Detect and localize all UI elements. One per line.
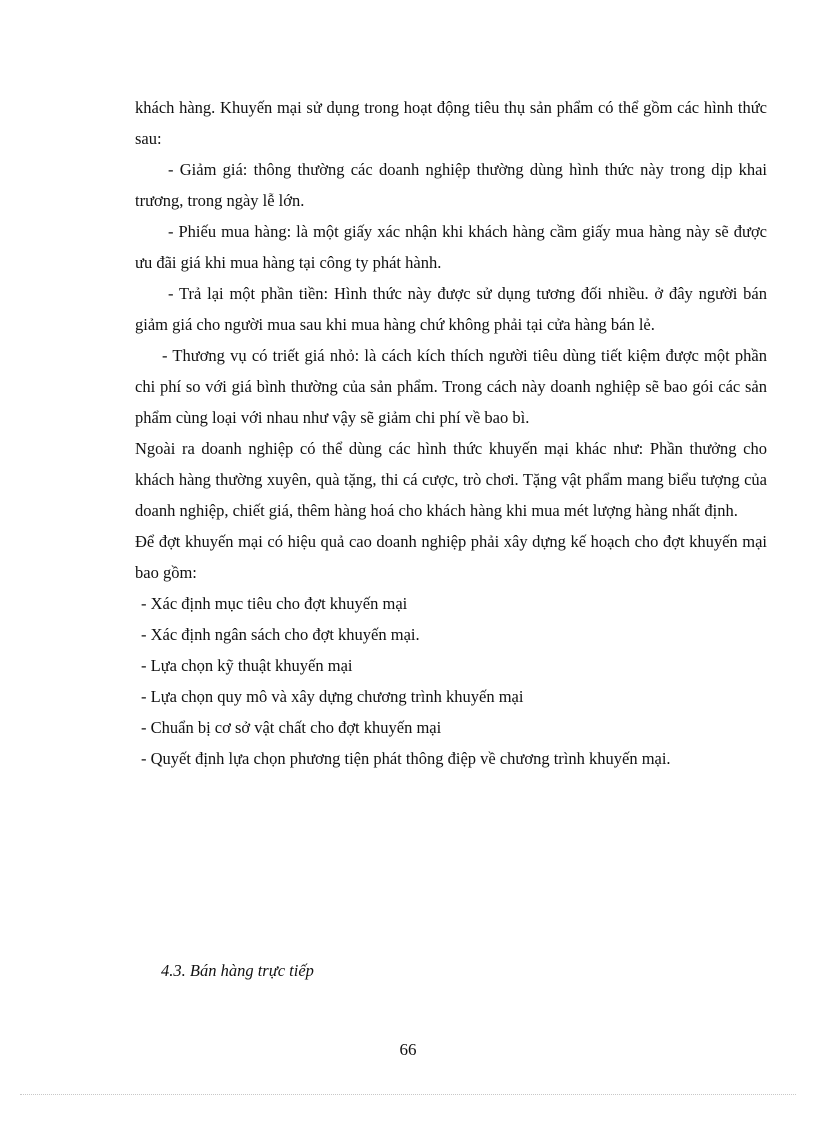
section-heading: 4.3. Bán hàng trực tiếp xyxy=(161,961,314,980)
paragraph-other-forms: Ngoài ra doanh nghiệp có thể dùng các hình thức khuyến mại khác như: Phần thưởng cho khách hàng thường xuyên, quà tặng, thi cá cược, trò chơi. Tặng vật phẩm mang biểu tượng của doanh nghiệp, chiết giá, thêm hàng hoá cho khách hàng khi mua mét lượng hàng nhất định. xyxy=(135,439,767,520)
paragraph-plan: Để đợt khuyến mại có hiệu quả cao doanh nghiệp phải xây dựng kế hoạch cho đợt khuyến mại bao gồm: xyxy=(135,532,767,582)
body-text xyxy=(135,92,767,774)
paragraph-discount: - Giảm giá: thông thường các doanh nghiệp thường dùng hình thức này trong dịp khai trương, trong ngày lễ lớn. xyxy=(135,160,767,210)
paragraph-refund: - Trả lại một phần tiền: Hình thức này được sử dụng tương đối nhiều. ở đây người bán giảm giá cho người mua sau khi mua hàng chứ không phải tại cửa hàng bán lẻ. xyxy=(135,284,767,334)
list-item: - Lựa chọn kỹ thuật khuyến mại xyxy=(141,656,353,675)
page-number: 66 xyxy=(399,1040,417,1059)
list-item: - Quyết định lựa chọn phương tiện phát thông điệp về chương trình khuyến mại. xyxy=(141,749,671,768)
list-item: - Chuẩn bị cơ sở vật chất cho đợt khuyến mại xyxy=(141,718,442,737)
paragraph-intro: khách hàng. Khuyến mại sử dụng trong hoạt động tiêu thụ sản phẩm có thể gồm các hình thức sau: xyxy=(135,98,767,148)
paragraph-voucher: - Phiếu mua hàng: là một giấy xác nhận khi khách hàng cầm giấy mua hàng này sẽ được ưu đãi giá khi mua hàng tại công ty phát hành. xyxy=(135,222,767,272)
list-item: - Xác định mục tiêu cho đợt khuyến mại xyxy=(141,594,408,613)
list-item: - Lựa chọn quy mô và xây dựng chương trình khuyến mại xyxy=(141,687,524,706)
list-item: - Xác định ngân sách cho đợt khuyến mại. xyxy=(141,625,420,644)
footer-divider xyxy=(20,1094,796,1095)
paragraph-bundle: - Thương vụ có triết giá nhỏ: là cách kích thích người tiêu dùng tiết kiệm được một phần chi phí so với giá bình thường của sản phẩm. Trong cách này doanh nghiệp sẽ bao gói các sản phẩm cùng loại với nhau như vậy sẽ giảm chi phí về bao bì. xyxy=(135,346,767,427)
